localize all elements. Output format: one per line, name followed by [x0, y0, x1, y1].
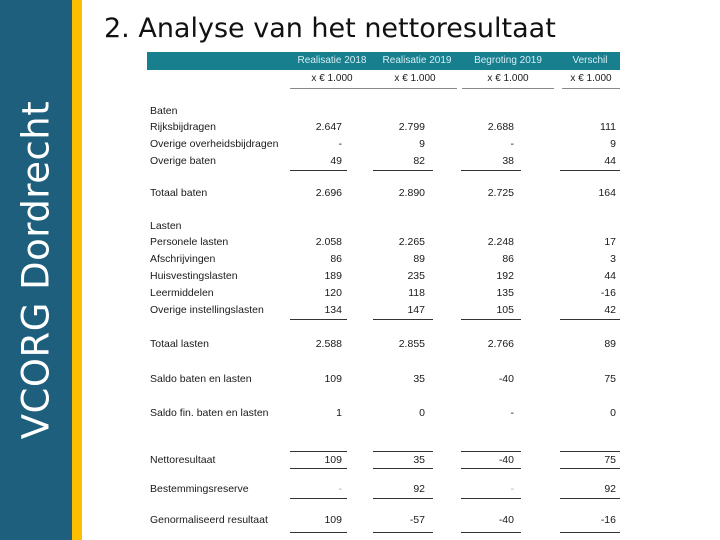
- cell: 134: [324, 304, 342, 316]
- row-label: Totaal baten: [150, 187, 208, 199]
- cell: 35: [413, 454, 425, 466]
- total-rule: [560, 468, 620, 469]
- cell: 2.890: [398, 187, 425, 199]
- col-header-realisatie-2018: Realisatie 2018: [297, 55, 367, 66]
- subtotal-rule: [560, 319, 620, 320]
- cell: 2.855: [398, 338, 425, 350]
- row-label: Huisvestingslasten: [150, 270, 238, 282]
- row-label-lasten: Lasten: [150, 220, 182, 232]
- cell: 86: [502, 253, 514, 265]
- total-rule: [290, 498, 347, 499]
- total-rule: [373, 468, 433, 469]
- total-rule: [461, 468, 521, 469]
- slide-title: 2. Analyse van het nettoresultaat: [104, 13, 556, 44]
- cell: 1: [336, 407, 342, 419]
- col-header-begroting-2019: Begroting 2019: [474, 55, 542, 66]
- row-label: Totaal lasten: [150, 338, 209, 350]
- divider: [373, 88, 457, 89]
- cell: 118: [408, 287, 425, 299]
- brand-label: VCORG Dordrecht: [14, 100, 58, 440]
- subtotal-rule: [461, 319, 521, 320]
- col-header-realisatie-2019: Realisatie 2019: [382, 55, 452, 66]
- cell: 111: [600, 121, 616, 133]
- cell: -40: [498, 373, 514, 385]
- total-rule: [373, 498, 433, 499]
- cell: 105: [496, 304, 514, 316]
- row-label: Overige instellingslasten: [150, 304, 264, 316]
- row-label: Overige overheidsbijdragen: [150, 138, 279, 150]
- row-label: Bestemmingsreserve: [150, 483, 249, 495]
- cell: 2.588: [315, 338, 342, 350]
- cell: 75: [604, 373, 616, 385]
- cell: -: [338, 483, 342, 495]
- total-rule: [560, 451, 620, 452]
- row-label: Saldo baten en lasten: [150, 373, 252, 385]
- cell: 89: [604, 338, 616, 350]
- subtotal-rule: [290, 319, 347, 320]
- total-rule: [290, 532, 347, 533]
- unit-label: x € 1.000: [570, 73, 612, 84]
- total-rule: [560, 532, 620, 533]
- cell: -40: [498, 454, 514, 466]
- cell: -: [338, 138, 342, 150]
- cell: 2.248: [487, 236, 514, 248]
- cell: 9: [610, 138, 616, 150]
- total-rule: [461, 451, 521, 452]
- cell: -16: [600, 287, 616, 299]
- cell: 2.058: [315, 236, 342, 248]
- cell: 109: [324, 373, 342, 385]
- cell: 2.725: [487, 187, 514, 199]
- cell: 0: [419, 407, 425, 419]
- row-label: Leermiddelen: [150, 287, 214, 299]
- total-rule: [560, 498, 620, 499]
- cell: 42: [604, 304, 616, 316]
- cell: 92: [604, 483, 616, 495]
- cell: 35: [413, 373, 425, 385]
- sidebar-accent-stripe: [72, 0, 82, 540]
- subtotal-rule: [290, 170, 347, 171]
- cell: -57: [409, 514, 425, 526]
- unit-label: x € 1.000: [311, 73, 353, 84]
- total-rule: [290, 451, 347, 452]
- cell: 17: [604, 236, 616, 248]
- row-label: Genormaliseerd resultaat: [150, 514, 268, 526]
- cell: 9: [419, 138, 425, 150]
- row-label: Nettoresultaat: [150, 454, 216, 466]
- cell: 120: [324, 287, 342, 299]
- row-label: Overige baten: [150, 155, 216, 167]
- cell: -40: [498, 514, 514, 526]
- cell: 235: [407, 270, 425, 282]
- subtotal-rule: [461, 170, 521, 171]
- cell: 109: [324, 454, 342, 466]
- total-rule: [461, 532, 521, 533]
- cell: -: [510, 138, 514, 150]
- sidebar: [0, 0, 72, 540]
- unit-label: x € 1.000: [394, 73, 436, 84]
- cell: 44: [604, 155, 616, 167]
- cell: 2.688: [487, 121, 514, 133]
- cell: 0: [610, 407, 616, 419]
- row-label-baten: Baten: [150, 105, 178, 117]
- subtotal-rule: [560, 170, 620, 171]
- cell: 164: [598, 187, 616, 199]
- unit-label: x € 1.000: [487, 73, 529, 84]
- cell: 86: [330, 253, 342, 265]
- total-rule: [373, 451, 433, 452]
- cell: 147: [407, 304, 425, 316]
- row-label: Afschrijvingen: [150, 253, 216, 265]
- cell: 2.265: [398, 236, 425, 248]
- row-label: Rijksbijdragen: [150, 121, 216, 133]
- subtotal-rule: [373, 170, 433, 171]
- total-rule: [461, 498, 521, 499]
- cell: -16: [600, 514, 616, 526]
- cell: 3: [610, 253, 616, 265]
- divider: [562, 88, 620, 89]
- cell: 2.647: [315, 121, 342, 133]
- total-rule: [290, 468, 347, 469]
- cell: 49: [330, 155, 342, 167]
- cell: 89: [413, 253, 425, 265]
- divider: [290, 88, 374, 89]
- cell: 44: [604, 270, 616, 282]
- cell: 75: [604, 454, 616, 466]
- cell: 189: [324, 270, 342, 282]
- cell: 2.696: [315, 187, 342, 199]
- cell: -: [510, 407, 514, 419]
- cell: 2.766: [487, 338, 514, 350]
- cell: 109: [324, 514, 342, 526]
- subtotal-rule: [373, 319, 433, 320]
- row-label: Personele lasten: [150, 236, 229, 248]
- cell: 82: [413, 155, 425, 167]
- cell: 2.799: [398, 121, 425, 133]
- cell: 92: [413, 483, 425, 495]
- row-label: Saldo fin. baten en lasten: [150, 407, 269, 419]
- cell: 135: [496, 287, 514, 299]
- cell: 192: [496, 270, 514, 282]
- total-rule: [373, 532, 433, 533]
- cell: -: [510, 483, 514, 495]
- divider: [462, 88, 554, 89]
- col-header-verschil: Verschil: [572, 55, 608, 66]
- cell: 38: [502, 155, 514, 167]
